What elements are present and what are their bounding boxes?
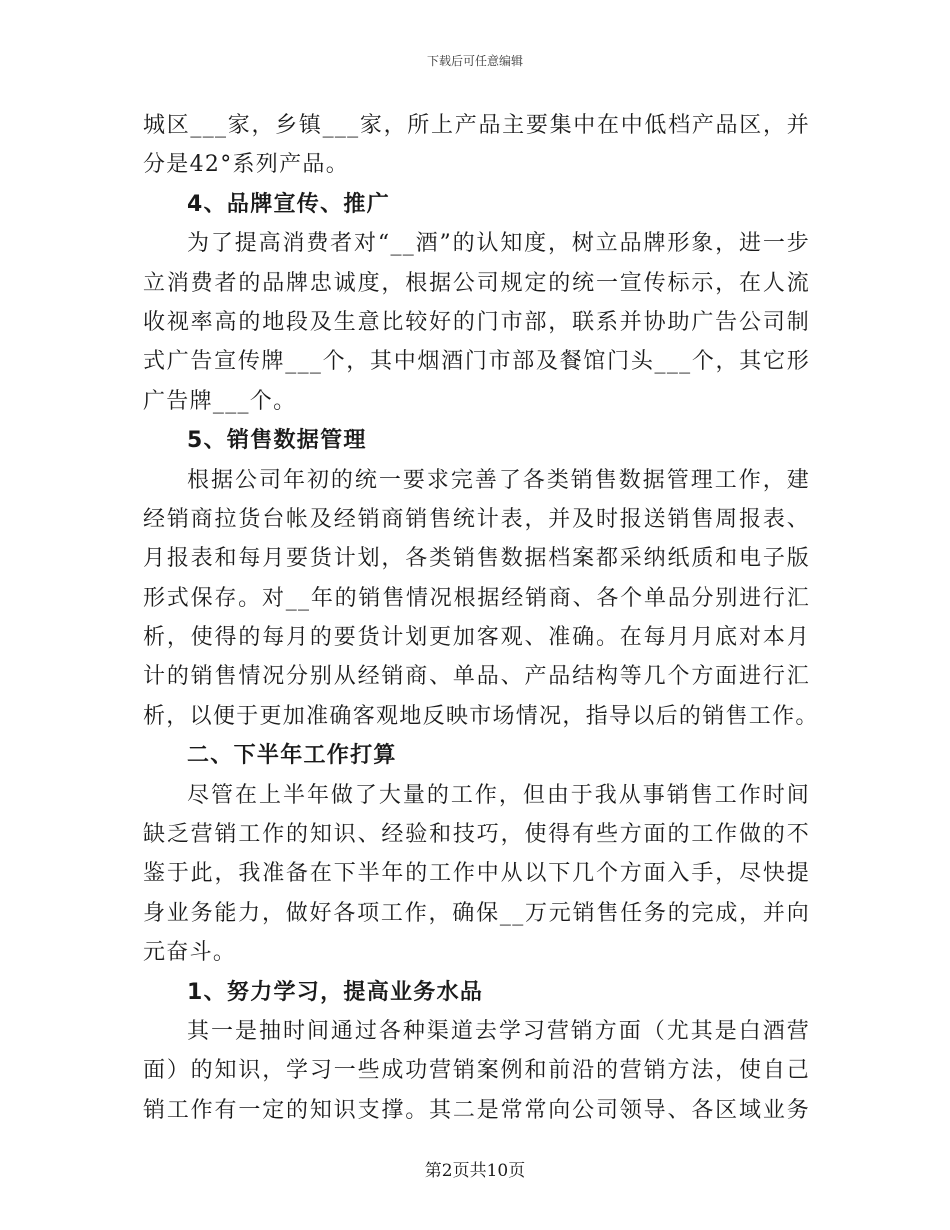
paragraph-line: 根据公司年初的统一要求完善了各类销售数据管理工作，建 (187, 467, 810, 493)
paragraph-line: 城区___家，乡镇___家，所上产品主要集中在中低档产品区，并 (143, 113, 810, 138)
page-header: 下载后可任意编辑 (426, 54, 523, 68)
paragraph-line: 销工作有一定的知识支撑。其二是常常向公司领导、各区域业务 (143, 1097, 810, 1123)
section-heading: 1、努力学习，提高业务水品 (187, 979, 484, 1005)
paragraph-line: 鉴于此，我准备在下半年的工作中从以下几个方面入手，尽快提 (143, 861, 810, 887)
paragraph-line: 缺乏营销工作的知识、经验和技巧，使得有些方面的工作做的不 (143, 822, 810, 848)
section-heading: 4、品牌宣传、推广 (187, 191, 391, 217)
paragraph-line: 收视率高的地段及生意比较好的门市部，联系并协助广告公司制 (143, 309, 810, 335)
paragraph-line: 身业务能力，做好各项工作，确保__万元销售任务的完成，并向 (143, 900, 810, 926)
section-heading: 5、销售数据管理 (187, 428, 367, 454)
paragraph-line: 尽管在上半年做了大量的工作，但由于我从事销售工作时间 (187, 782, 810, 808)
paragraph-line: 计的销售情况分别从经销商、单品、产品结构等几个方面进行汇 (143, 664, 810, 690)
paragraph-line: 面）的知识，学习一些成功营销案例和前沿的营销方法，使自己 (143, 1058, 810, 1084)
paragraph-line: 析，使得的每月的要货计划更加客观、准确。在每月月底对本月 (143, 625, 810, 651)
document-body (143, 106, 819, 1130)
paragraph-line: 其一是抽时间通过各种渠道去学习营销方面（尤其是白酒营 (187, 1018, 810, 1044)
paragraph-line: 为了提高消费者对“__酒”的认知度，树立品牌形象，进一步 (187, 231, 810, 257)
paragraph-line: 广告牌___个。 (143, 388, 297, 414)
paragraph-line: 经销商拉货台帐及经销商销售统计表，并及时报送销售周报表、 (143, 506, 810, 532)
paragraph-line: 形式保存。对__年的销售情况根据经销商、各个单品分别进行汇 (143, 585, 810, 611)
page-number: 第2页共10页 (424, 1161, 526, 1181)
paragraph-line: 分是42°系列产品。 (143, 152, 349, 178)
paragraph-line: 式广告宣传牌___个，其中烟酒门市部及餐馆门头___个，其它形 (143, 349, 810, 375)
paragraph-line: 元奋斗。 (143, 940, 237, 966)
section-heading: 二、下半年工作打算 (187, 743, 397, 769)
paragraph-line: 月报表和每月要货计划，各类销售数据档案都采纳纸质和电子版 (143, 546, 810, 572)
paragraph-line: 立消费者的品牌忠诚度，根据公司规定的统一宣传标示，在人流 (143, 270, 810, 296)
paragraph-line: 析，以便于更加准确客观地反映市场情况，指导以后的销售工作。 (143, 703, 819, 729)
